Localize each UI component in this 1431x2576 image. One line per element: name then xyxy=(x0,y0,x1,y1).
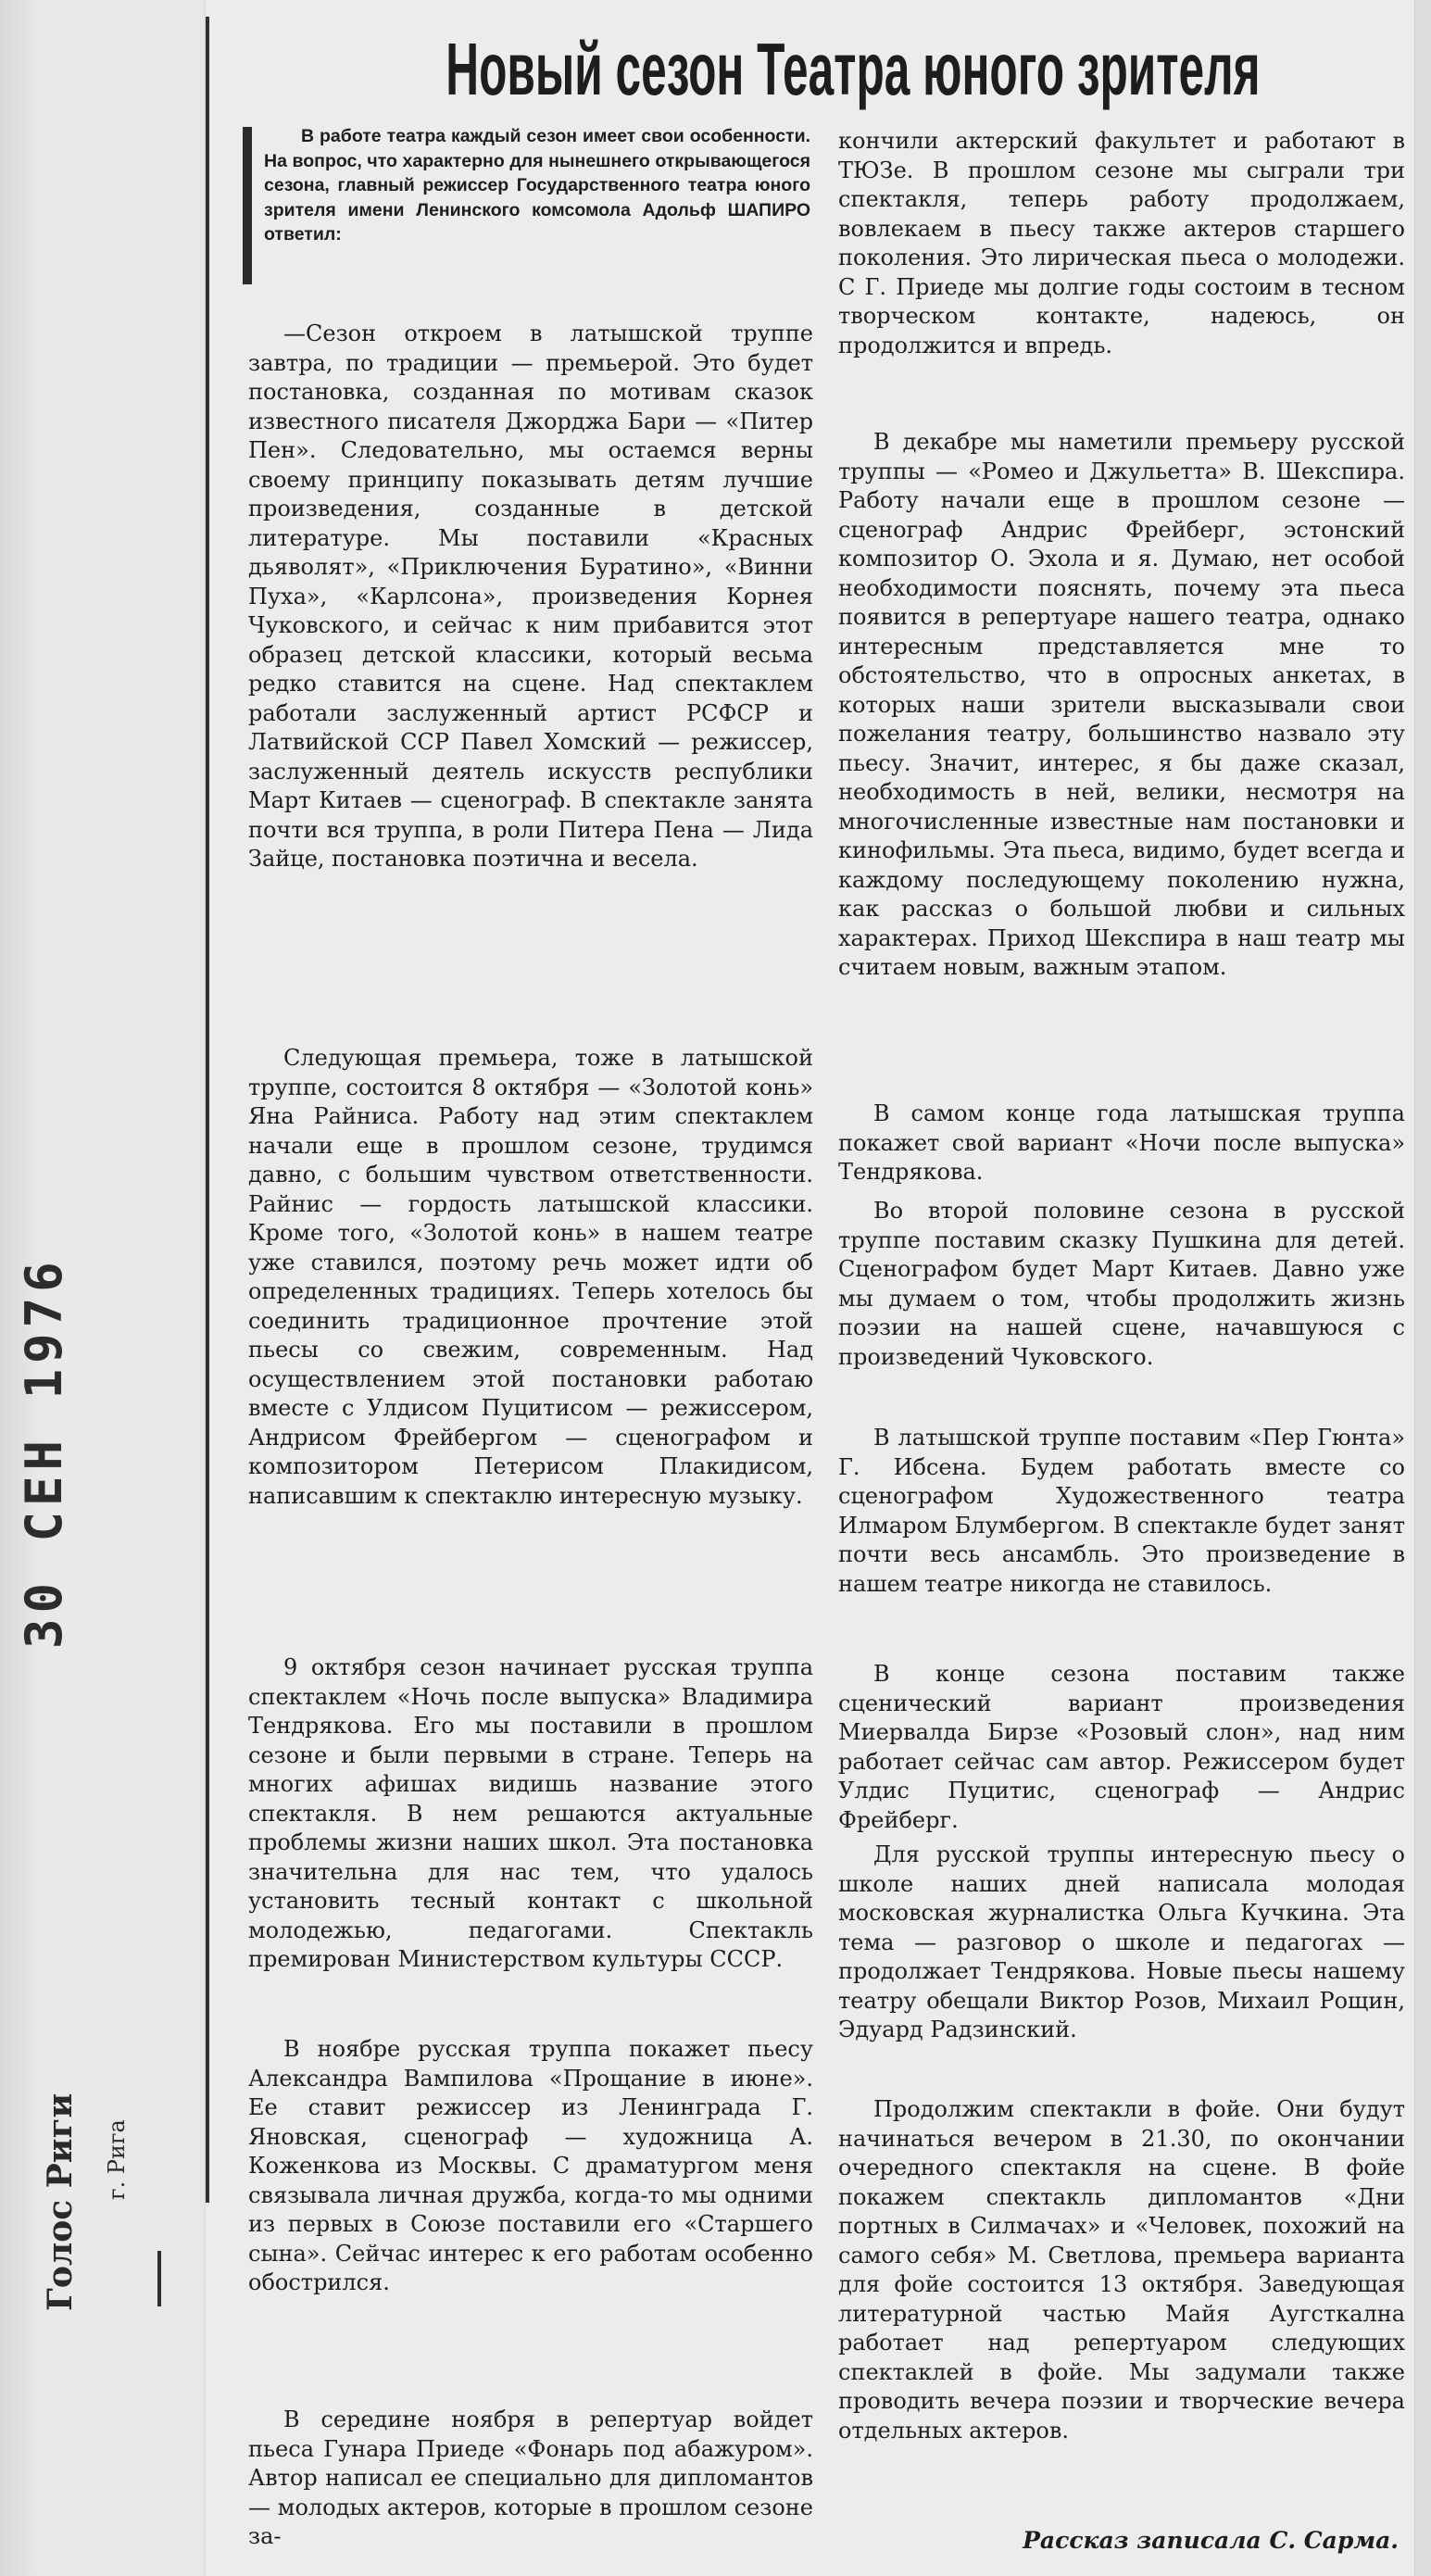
left-paragraph-1: —Сезон откроем в латышской труппе завтра, по традиции — премьерой. Это будет постановка, созданная по мотивам сказок известного писателя Джорджа Бари — «Питер Пен». Следовательно, мы остаемся верны своему принципу показывать детям лучшие произведения, созданные в детской литературе. Мы поставили «Красных дьяволят», «Приключения Буратино», «Винни Пуха», «Карлсона», произведения Корнея Чуковского, и сейчас к ним прибавится этот образец детской классики, который весьма редко ставится на сцене. Над спектаклем работали заслуженный артист РСФСР и Латвийской ССР Павел Хомский — режиссер, заслуженный деятель искусств республики Март Китаев — сценограф. В спектакле занята почти вся труппа, в роли Питера Пена — Лида Зайце, постановка поэтична и весела. xyxy=(248,320,813,872)
city-stamp: г. Рига xyxy=(104,2119,130,2200)
right-paragraph-2: В декабре мы наметили премьеру русской труппы — «Ромео и Джульетта» В. Шекспира. Работу начали еще в прошлом сезоне — сценограф Андрис Фрейберг, эстонский композитор О. Эхола и я. Думаю, нет особой необходимости пояснять, почему эта пьеса появится в репертуаре нашего театра, однако интересным представляется мне то обстоятельство, что в опросных анкетах, в которых наши зрители высказывали свои пожелания театру, большинство назвало эту пьесу. Значит, интерес, я бы даже сказал, необходимость в ней, велики, несмотря на многочисленные известные нам постановки и кинофильмы. Эта пьеса, видимо, будет всегда и каждому последующему поколению нужна, как рассказ о большой любви и сильных характерах. Приход Шекспира в наш театр мы считаем новым, важным этапом. xyxy=(838,429,1405,980)
right-paragraph-4: Во второй половине сезона в русской труппе поставим сказку Пушкина для детей. Сценографом будет Март Китаев. Давно уже мы думаем о том, чтобы продолжить жизнь поэзии на нашей сцене, начавшуюся с произведений Чуковского. xyxy=(838,1198,1405,1370)
left-paragraph-5: В середине ноября в репертуар войдет пьеса Гунара Приеде «Фонарь под абажуром». Автор написал ее специально для дипломантов — молодых актеров, которые в прошлом сезоне за- xyxy=(248,2406,813,2549)
left-paragraph-4: В ноябре русская труппа покажет пьесу Александра Вампилова «Прощание в июне». Ее ставит режиссер из Ленинграда Г. Яновская, сценограф — художница А. Коженкова из Москвы. С драматургом меня связывала личная дружба, когда-то мы одними из первых в Союзе поставили его «Старшего сына». Сейчас интерес к его работам особенно обострился. xyxy=(248,2036,813,2295)
stamp-divider xyxy=(157,2251,161,2306)
article-headline: Новый сезон Театра юного зрителя xyxy=(446,28,1261,110)
clipping-edge-rule xyxy=(206,17,209,2203)
right-paragraph-6: В конце сезона поставим также сценический вариант произведения Миервалда Бирзе «Розовый слон», над ним работает сейчас сам автор. Режиссером будет Улдис Пуцитис, сценограф — Андрис Фрейберг. xyxy=(838,1661,1405,1833)
right-paragraph-7: Для русской труппы интересную пьесу о школе наших дней написала молодая московская журналистка Ольга Кучкина. Эта тема — разговор о школе и педагогах — продолжает Тендрякова. Новые пьесы нашему театру обещали Виктор Розов, Михаил Рощин, Эдуард Радзинский. xyxy=(838,1841,1405,2042)
newspaper-name-stamp: Голос Риги xyxy=(41,2092,80,2311)
left-paragraph-3: 9 октября сезон начинает русская труппа спектаклем «Ночь после выпуска» Владимира Тендрякова. Его мы поставили в прошлом сезоне и были первыми в стране. Теперь на многих афишах видишь название этого спектакля. В нем решаются актуальные проблемы жизни наших школ. Эта постановка значительна для нас тем, что удалось установить тесный контакт с школьной молодежью, педагогами. Спектакль премирован Министерством культуры СССР. xyxy=(248,1654,813,1972)
date-stamp: 30 СЕН 1976 xyxy=(15,1256,73,1649)
right-paragraph-5: В латышской труппе поставим «Пер Гюнта» Г. Ибсена. Будем работать вместе со сценографом Художественного театра Илмаром Блумбергом. В спектакле будет занят почти весь ансамбль. Это произведение в нашем театре никогда не ставилось. xyxy=(838,1425,1405,1597)
article-intro: В работе театра каждый сезон имеет свои особенности. На вопрос, что характерно для нынешнего открывающегося сезона, главный режиссер Государственного театра юного зрителя имени Ленинского комсомола Адольф ШАПИРО ответил: xyxy=(264,126,810,245)
intro-marker-bar xyxy=(243,127,252,284)
right-paragraph-1: кончили актерский факультет и работают в ТЮЗе. В прошлом сезоне мы сыграли три спектакля, теперь работу продолжаем, вовлекаем в пьесу также актеров старшего поколения. Это лирическая пьеса о молодежи. С Г. Приеде мы долгие годы состоим в тесном творческом контакте, надеюсь, он продолжится и впредь. xyxy=(838,128,1405,358)
right-paragraph-3: В самом конце года латышская труппа покажет свой вариант «Ночи после выпуска» Тендрякова. xyxy=(838,1100,1405,1185)
right-paragraph-8: Продолжим спектакли в фойе. Они будут начинаться вечером в 21.30, по окончании очередного спектакля на сцене. В фойе покажем спектакль дипломантов «Дни портных в Силмачах» и «Человек, похожий на самого себя» М. Светлова, премьера варианта для фойе состоится 13 октября. Заведующая литературной частью Майя Аугсткална работает над репертуаром следующих спектаклей в фойе. Мы задумали также проводить вечера поэзии и творческие вечера отдельных актеров. xyxy=(838,2096,1405,2444)
left-paragraph-2: Следующая премьера, тоже в латышской труппе, состоится 8 октября — «Золотой конь» Яна Райниса. Работу над этим спектаклем начали еще в прошлом сезоне, трудимся давно, с большим чувством ответственности. Райнис — гордость латышской классики. Кроме того, «Золотой конь» в нашем театре уже ставился, поэтому речь может идти об определенных традициях. Теперь хотелось бы соединить традиционное прочтение этой пьесы со свежим, современным. Над осуществлением этой постановки работаю вместе с Улдисом Пуцитисом — режиссером, Андрисом Фрейбергом — сценографом и композитором Петерисом Плакидисом, написавшим к спектаклю интересную музыку. xyxy=(248,1045,813,1509)
article-signature: Рассказ записала С. Сарма. xyxy=(1023,2527,1399,2554)
